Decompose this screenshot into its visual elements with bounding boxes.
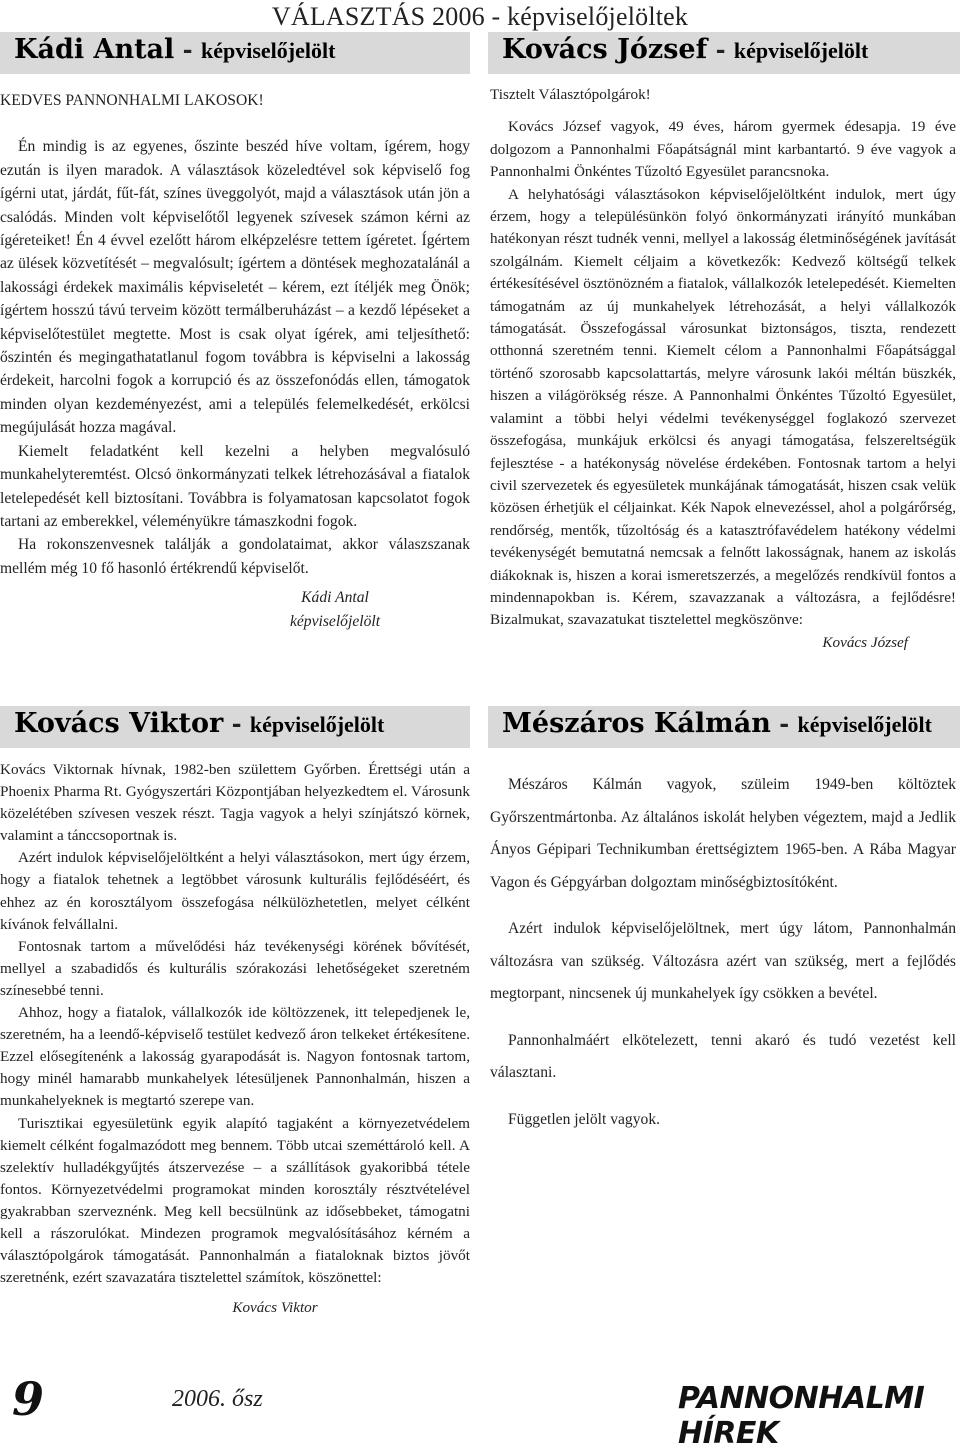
page-header: VÁLASZTÁS 2006 - képviselőjelöltek xyxy=(271,2,689,31)
kadi-heading xyxy=(0,32,470,74)
viktor-paragraph: Kovács Viktornak hívnak, 1982-ben születtem Győrben. Érettségi után a Phoenix Pharma Rt. Gyógyszertári Központjában helyezkedtem el. Városunk közelétében szívesen veszek részt. Tagja vagyok a helyi színjátszó körnek, valamint a tánccsoportnak is. xyxy=(0,761,470,845)
viktor-sep: - xyxy=(223,709,250,738)
jozsef-greeting: Tisztelt Választópolgárok! xyxy=(490,86,651,103)
kadi-sep: - xyxy=(174,35,201,64)
meszaros-sep: - xyxy=(770,709,798,738)
viktor-paragraph: Azért indulok képviselőjelöltként a helyi választásokon, mert úgy érzem, hogy a fiatalok tehetnek a legtöbbet városunk kulturális fejlődéséért, és ehhez az én korosztályom összefogása nélkülözhetetlen, melyet célként kívánok felvállalni. xyxy=(0,849,470,933)
jozsef-signature: Kovács József xyxy=(822,633,908,651)
jozsef-body xyxy=(490,84,956,654)
meszaros-paragraph: Mészáros Kálmán vagyok, szüleim 1949-ben költöztek Győrszentmártonba. Az általános iskolát helyben végeztem, majd a Jedlik Ányos Gépipari Technikumban érettségiztem 1965-ben. A Rába Magyar Vagon és Gépgyárban dolgoztam minőségbiztosítóként. xyxy=(490,776,956,891)
viktor-role: képviselőjelölt xyxy=(249,712,385,737)
kadi-paragraph: Ha rokonszenvesnek találják a gondolataimat, akkor válaszszanak mellém még 10 fő hasonló értékrendű képviselőt. xyxy=(0,536,470,577)
meszaros-paragraph: Független jelölt vagyok. xyxy=(508,1110,661,1128)
meszaros-paragraph: Azért indulok képviselőjelöltnek, mert úgy látom, Pannonhalmán változásra van szükség. Változásra azért van szükség, mert a fejlődés megtorpant, nincsenek új munkahelyek így csökken a bevétel. xyxy=(490,920,956,1002)
kadi-paragraph: Kiemelt feladatként kell kezelni a helyben megvalósuló munkahelyteremtést. Olcsó önkormányzati telkek létrehozásával a fiatalok letelepedését kell biztosítani. Továbbra is folyamatosan kapcsolatot fogok tartani az emberekkel, véleményükre támaszkodni fogok. xyxy=(0,442,470,530)
viktor-signature: Kovács Viktor xyxy=(232,1299,318,1317)
kadi-signature-name: Kádi Antal xyxy=(301,589,369,607)
viktor-paragraph: Turisztikai egyesületünk egyik alapító tagjaként a környezetvédelem kiemelt célként fogalmazódott meg bennem. Több utcai szeméttároló kell. A szelektív hulladékgyűjtés átszervezése – a szállítások gyakoribbá tétele fontos. Környezetvédelmi programokat minden korosztály résztvételével gyakrabban szerveznénk. Meg kell becsülnünk az idősebbeket, támogatni kell a rászorulókat. Mindezen programok megvalósításához kérném a választópolgárok támogatását. Pannonhalmán a fiataloknak biztos jövőt szeretnénk, ezért szavazatára tisztelettel számítok, köszönettel: xyxy=(0,1114,470,1287)
viktor-body xyxy=(0,759,470,1319)
meszaros-heading xyxy=(488,706,960,748)
meszaros-role: képviselőjelölt xyxy=(797,712,932,737)
jozsef-paragraph: Kovács József vagyok, 49 éves, három gyermek édesapja. 19 éve dolgozom a Pannonhalmi Főapátságnál mint karbantartó. 9 éve vagyok a Pannonhalmi Önkéntes Tűzoltó Egyesület parancsnoka. xyxy=(490,118,956,181)
jozsef-name: Kovács József xyxy=(502,34,708,65)
viktor-paragraph: Fontosnak tartom a művelődési ház tevékenységi körének bővítését, mellyel a szabadidős és kulturális szórakozási lehetőségeket szeretném színesebbé tenni. xyxy=(0,937,470,999)
kadi-name: Kádi Antal xyxy=(14,34,175,65)
viktor-paragraph: Ahhoz, hogy a fiatalok, vállalkozók ide költözzenek, itt telepedjenek le, szeretném, ha a leendő-képviselő testület kedvező áron telkeket értékesítene. Ezzel elősegítenénk a lakosság gyarapodását is. Nagyon fontosnak tartom, hogy minél hamarabb munkahelyek létesüljenek Pannonhalmán, hiszen a munkahelyeknek is megtartó szerepe van. xyxy=(0,1004,470,1110)
meszaros-body xyxy=(490,769,956,1150)
viktor-name: Kovács Viktor xyxy=(14,708,224,739)
issue-date: 2006. ősz xyxy=(172,1386,263,1412)
kadi-role: képviselőjelölt xyxy=(200,38,336,63)
viktor-heading xyxy=(0,706,470,748)
kadi-greeting: KEDVES PANNONHALMI LAKOSOK! xyxy=(0,92,264,109)
jozsef-role: képviselőjelölt xyxy=(733,38,869,63)
kadi-signature-role: képviselőjelölt xyxy=(289,612,381,630)
jozsef-paragraph: A helyhatósági választásokon képviselőjelöltként indulok, mert úgy érzem, hogy a településünkön folyó önkormányzati irányító munkában hatékonyan részt tudnék venni, mellyel a lakosság életminőségének javítását szolgálnám. Kiemelt céljaim a következők: Kedvező költségű telkek értékesítésével ösztönözném a fiatalok, vállalkozók letelepedését. Kiemelten támogatnám az új munkahelyek létrehozását, a helyi vállalkozók támogatását. Összefogással városunkat biztonságos, tiszta, rendezett otthonná szeretném tenni. Kiemelt célom a Pannonhalmi Főapátsággal történő szorosabb kapcsolattartás, melyre városunk lakói méltán büszkék, hiszen a világörökség része. A Pannonhalmi Önkéntes Tűzoltó Egyesület, valamint a többi helyi védelmi tevékenységgel foglakozó szervezet összefogása, munkájuk erkölcsi és anyagi támogatása, felszereltségük fejlesztése - a hatékonyság növelése érdekében. Fontosnak tartom a helyi civil szervezetek és egyesületek munkájának támogatását, hiszen csak velük közösen érhetjük el céljainkat. Kék Napok elnevezéssel, ahol a polgárőrség, rendőrség, mentők, tűzoltóság és a katasztrófavédelem hatékony védelmi tevékenységét bemutatná nemcsak a felnőtt lakosságnak, hanem az iskolás diákoknak is, hiszen a korai ismeretszerzés, a megelőzés rendkívül fontos a mindennapokban is. Kérem, szavazzanak a változásra, a fejlődésre! Bizalmukat, szavazatukat tisztelettel megköszönve: xyxy=(490,185,956,629)
jozsef-sep: - xyxy=(707,35,734,64)
meszaros-name: Mészáros Kálmán xyxy=(502,708,771,739)
publication-title: PANNONHALMI HÍREK xyxy=(678,1381,925,1451)
kadi-paragraph: Én mindig is az egyenes, őszinte beszéd híve voltam, ígérem, hogy ezután is ilyen maradok. A választások közeledtével sok képviselő fog ígérni utat, járdát, fűt-fát, színes üveggolyót, majd a választások után jön a csalódás. Minden volt képviselőtől legyenek szívesek számon kérni az ígéreteiket! Én 4 évvel ezelőtt három elképzelésre tettem ígéretet. Ígértem az ülések közvetítését – megvalósult; ígértem a döntések meghozatalánál a lakossági érdekek maximális képviseletét – kérem, ezt ítéljék meg Önök; ígértem hosszú távú terveim között termálberuházást – a kezdő lépéseket a képviselőtestület megtette. Most is csak olyat ígérek, ami teljesíthető: őszintén és megingathatatlanul fogom továbbra is képviselni a lakosság érdekeit, harcolni fogok a korrupció és az összefonódás ellen, támogatok minden olyan kezdeményezést, ami a település felemelkedését, erkölcsi megújulását hozza magával. xyxy=(0,138,470,437)
meszaros-paragraph: Pannonhalmáért elkötelezett, tenni akaró és tudó vezetést kell választani. xyxy=(490,1031,956,1081)
page-number: 9 xyxy=(12,1372,45,1426)
jozsef-heading xyxy=(488,32,960,74)
kadi-body xyxy=(0,89,470,633)
